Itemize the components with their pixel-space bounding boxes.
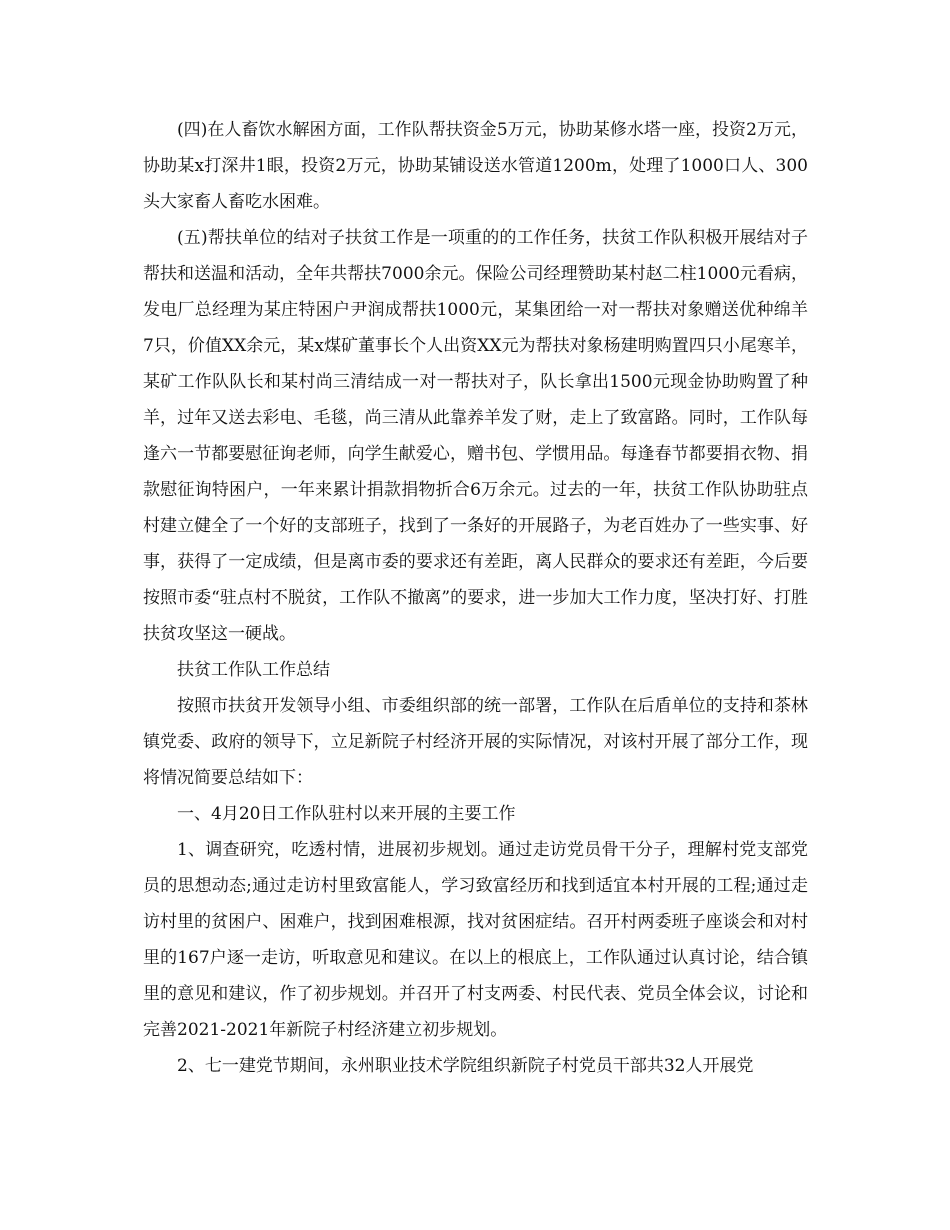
paragraph-pairing-assistance: (五)帮扶单位的结对子扶贫工作是一项重的的工作任务，扶贫工作队积极开展结对子帮扶和送温和活动，全年共帮扶7000余元。保险公司经理赞助某村赵二柱1000元看病，发电厂总经理为某庄特困户尹润成帮扶1000元，某集团给一对一帮扶对象赠送优种绵羊7只，价值XX余元，某x煤矿董事长个人出资XX元为帮扶对象杨建明购置四只小尾寒羊，某矿工作队队长和某村尚三清结成一对一帮扶对子，队长拿出1500元现金协助购置了种羊，过年又送去彩电、毛毯，尚三清从此靠养羊发了财，走上了致富路。同时，工作队每逢六一节都要慰征询老师，向学生献爱心，赠书包、学惯用品。每逢春节都要捐衣物、捐款慰征询特困户，一年来累计捐款捐物折合6万余元。过去的一年，扶贫工作队协助驻点村建立健全了一个好的支部班子，找到了一条好的开展路子，为老百姓办了一些实事、好事，获得了一定成绩，但是离市委的要求还有差距，离人民群众的要求还有差距，今后要按照市委“驻点村不脱贫，工作队不撤离”的要求，进一步加大工作力度，坚决打好、打胜扶贫攻坚这一硬战。 xyxy=(143,228,808,644)
document-body xyxy=(143,112,808,1084)
section-heading-summary: 扶贫工作队工作总结 xyxy=(177,660,330,680)
paragraph-research-planning: 1、调查研究，吃透村情，进展初步规划。通过走访党员骨干分子，理解村党支部党员的思想动态;通过走访村里致富能人，学习致富经历和找到适宜本村开展的工程;通过走访村里的贫困户、困难户，找到困难根源，找对贫困症结。召开村两委班子座谈会和对村里的167户逐一走访，听取意见和建议。在以上的根底上，工作队通过认真讨论，结合镇里的意见和建议，作了初步规划。并召开了村支两委、村民代表、党员全体会议，讨论和完善2021-2021年新院子村经济建立初步规划。 xyxy=(143,840,808,1040)
section-heading-main-work: 一、4月20日工作队驻村以来开展的主要工作 xyxy=(177,804,516,824)
paragraph-drinking-water: (四)在人畜饮水解困方面，工作队帮扶资金5万元，协助某修水塔一座，投资2万元，协助某x打深井1眼，投资2万元，协助某铺设送水管道1200m，处理了1000口人、300头大家畜人畜吃水困难。 xyxy=(143,120,808,212)
paragraph-party-day: 2、七一建党节期间，永州职业技术学院组织新院子村党员干部共32人开展党 xyxy=(177,1056,754,1076)
paragraph-introduction: 按照市扶贫开发领导小组、市委组织部的统一部署，工作队在后盾单位的支持和茶林镇党委、政府的领导下，立足新院子村经济开展的实际情况，对该村开展了部分工作，现将情况简要总结如下： xyxy=(143,696,808,788)
